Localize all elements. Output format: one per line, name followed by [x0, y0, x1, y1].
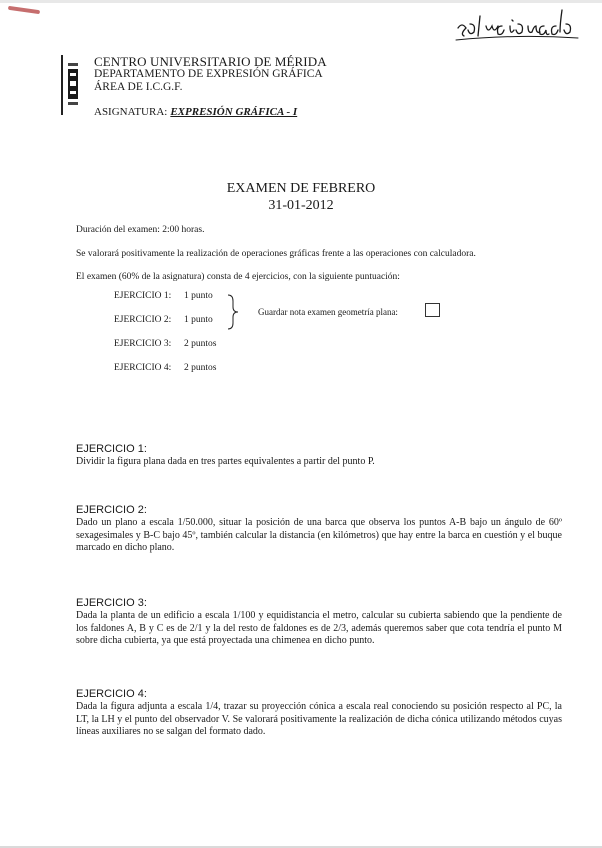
score-row	[114, 339, 216, 349]
brace-icon	[227, 294, 239, 330]
save-grade-checkbox[interactable]	[425, 303, 440, 317]
score-label: EJERCICIO 1:	[114, 291, 172, 301]
exercise-3	[76, 597, 562, 648]
exercise-text: Dada la planta de un edificio a escala 1/100 y equidistancia el metro, calcular su cubierta sabiendo que la pendiente de los faldones A, B y C es de 2/1 y la del resto de faldones es de 2/3, además queremos saber que cota tendría el punto M sobre dicha cubierta, ya que está proyectada una chimenea en dicho punto.	[76, 610, 562, 646]
exercise-text: Dada la figura adjunta a escala 1/4, trazar su proyección cónica a escala real conociendo su posición respecto al PC, la LT, la LH y el punto del observador V. Se valorará positivamente la realización de dicha cónica utilizando métodos cuyas líneas auxiliares no se salgan del formato dado.	[76, 701, 562, 737]
exam-title-block	[0, 180, 602, 214]
exercise-heading: EJERCICIO 4:	[76, 688, 147, 700]
score-label: EJERCICIO 2:	[114, 315, 172, 325]
score-label: EJERCICIO 3:	[114, 339, 172, 349]
exercise-heading: EJERCICIO 1:	[76, 443, 147, 455]
area-name: ÁREA DE I.C.G.F.	[94, 81, 183, 93]
score-label: EJERCICIO 4:	[114, 363, 172, 373]
subject-name: EXPRESIÓN GRÁFICA - I	[170, 106, 298, 118]
exam-intro: El examen (60% de la asignatura) consta de 4 ejercicios, con la siguiente puntuación:	[76, 272, 400, 282]
score-points: 2 puntos	[184, 363, 217, 373]
scan-edge-top	[0, 0, 602, 3]
exercise-2	[76, 504, 562, 555]
exercise-heading: EJERCICIO 2:	[76, 504, 147, 516]
exercise-heading: EJERCICIO 3:	[76, 597, 147, 609]
score-points: 2 puntos	[184, 339, 217, 349]
subject-label: ASIGNATURA:	[94, 106, 168, 118]
score-row	[114, 291, 213, 301]
pencil-mark	[8, 6, 40, 14]
exam-date: 31-01-2012	[268, 198, 334, 213]
score-points: 1 punto	[184, 315, 213, 325]
subject-line	[94, 106, 297, 118]
institution-name: CENTRO UNIVERSITARIO DE MÉRIDA	[94, 54, 327, 69]
save-grade-label: Guardar nota examen geometría plana:	[258, 307, 398, 317]
score-row	[114, 315, 213, 325]
exercise-text: Dividir la figura plana dada en tres partes equivalentes a partir del punto P.	[76, 456, 375, 467]
university-logo	[60, 55, 80, 115]
exercise-4	[76, 688, 562, 739]
score-row	[114, 363, 216, 373]
department-name: DEPARTAMENTO DE EXPRESIÓN GRÁFICA	[94, 68, 323, 80]
score-points: 1 punto	[184, 291, 213, 301]
handwritten-solucionado-mark	[452, 6, 582, 46]
exam-title: EXAMEN DE FEBRERO	[226, 181, 376, 196]
exam-duration: Duración del examen: 2:00 horas.	[76, 225, 205, 235]
exercise-text: Dado un plano a escala 1/50.000, situar la posición de una barca que observa los puntos A-B bajo un ángulo de 60º sexagesimales y B-C bajo 45º, también calcular la distancia (en kilómetros) que hay entre la barca en cuestión y el buque marcado en dicho plano.	[76, 517, 562, 553]
exercise-1	[76, 443, 562, 469]
exam-note: Se valorará positivamente la realización de operaciones gráficas frente a las operaciones con calculadora.	[76, 249, 476, 259]
handwritten-note	[452, 6, 582, 46]
header-block	[94, 55, 327, 94]
